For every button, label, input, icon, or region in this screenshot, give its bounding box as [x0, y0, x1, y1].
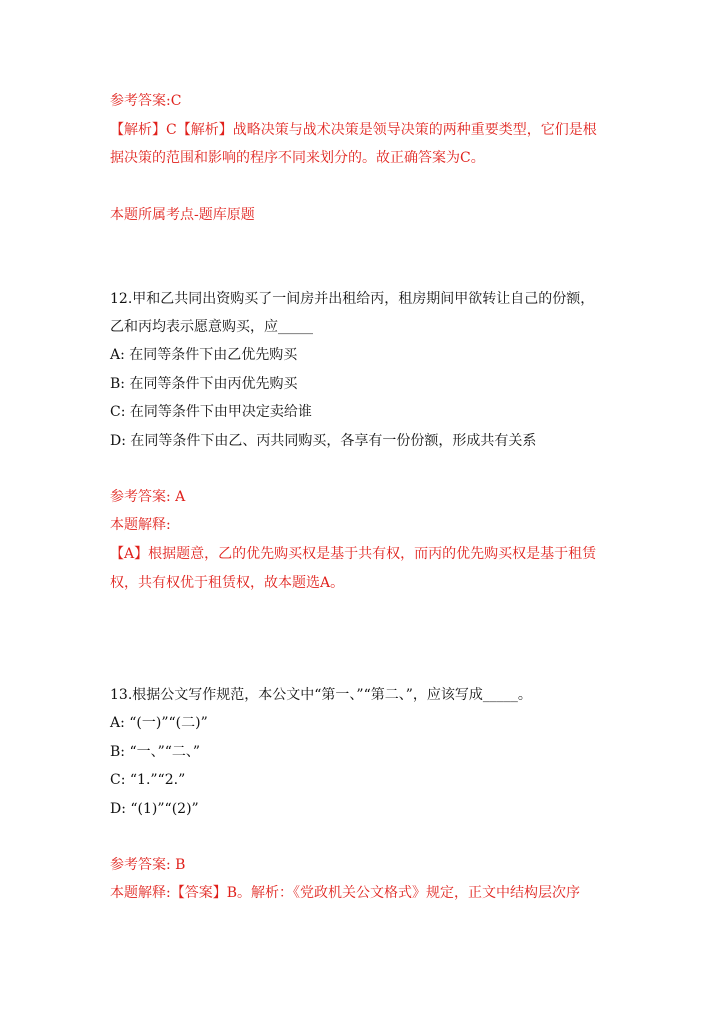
q12-explanation-label: 本题解释:	[110, 517, 171, 533]
q13-option-d: D: “(1)”“(2)”	[110, 801, 199, 817]
q13-stem: 13.根据公文写作规范，本公文中“第一、”“第二、”，应该写成_____。	[110, 687, 532, 703]
q11-analysis-line1: 【解析】C【解析】战略决策与战术决策是领导决策的两种重要类型，它们是根	[110, 122, 597, 138]
q12-answer: 参考答案: A	[110, 489, 186, 505]
q12-option-c: C: 在同等条件下由甲决定卖给谁	[110, 404, 312, 420]
q12-explanation-line2: 权，共有权优于租赁权，故本题选A。	[110, 575, 345, 591]
q11-answer: 参考答案:C	[110, 93, 182, 109]
q13-answer: 参考答案: B	[110, 857, 186, 873]
q13-option-c: C: “1.”“2.”	[110, 772, 186, 788]
q13-explanation-line1: 本题解释:【答案】B。解析：《党政机关公文格式》规定，正文中结构层次序	[110, 885, 581, 901]
q12-stem-line2: 乙和丙均表示愿意购买，应_____	[110, 319, 313, 335]
q12-stem-line1: 12.甲和乙共同出资购买了一间房并出租给丙，租房期间甲欲转让自己的份额，	[110, 291, 595, 307]
q12-explanation-line1: 【A】根据题意，乙的优先购买权是基于共有权，而丙的优先购买权是基于租赁	[110, 546, 597, 562]
q13-option-a: A: “(一)”“(二)”	[110, 715, 208, 731]
q12-option-d: D: 在同等条件下由乙、丙共同购买，各享有一份份额，形成共有关系	[110, 433, 537, 449]
q12-option-a: A: 在同等条件下由乙优先购买	[110, 347, 298, 363]
q13-option-b: B: “一、”“二、”	[110, 744, 201, 760]
q12-option-b: B: 在同等条件下由丙优先购买	[110, 376, 298, 392]
q11-source: 本题所属考点-题库原题	[110, 207, 255, 223]
q11-analysis-line2: 据决策的范围和影响的程序不同来划分的。故正确答案为C。	[110, 150, 485, 166]
